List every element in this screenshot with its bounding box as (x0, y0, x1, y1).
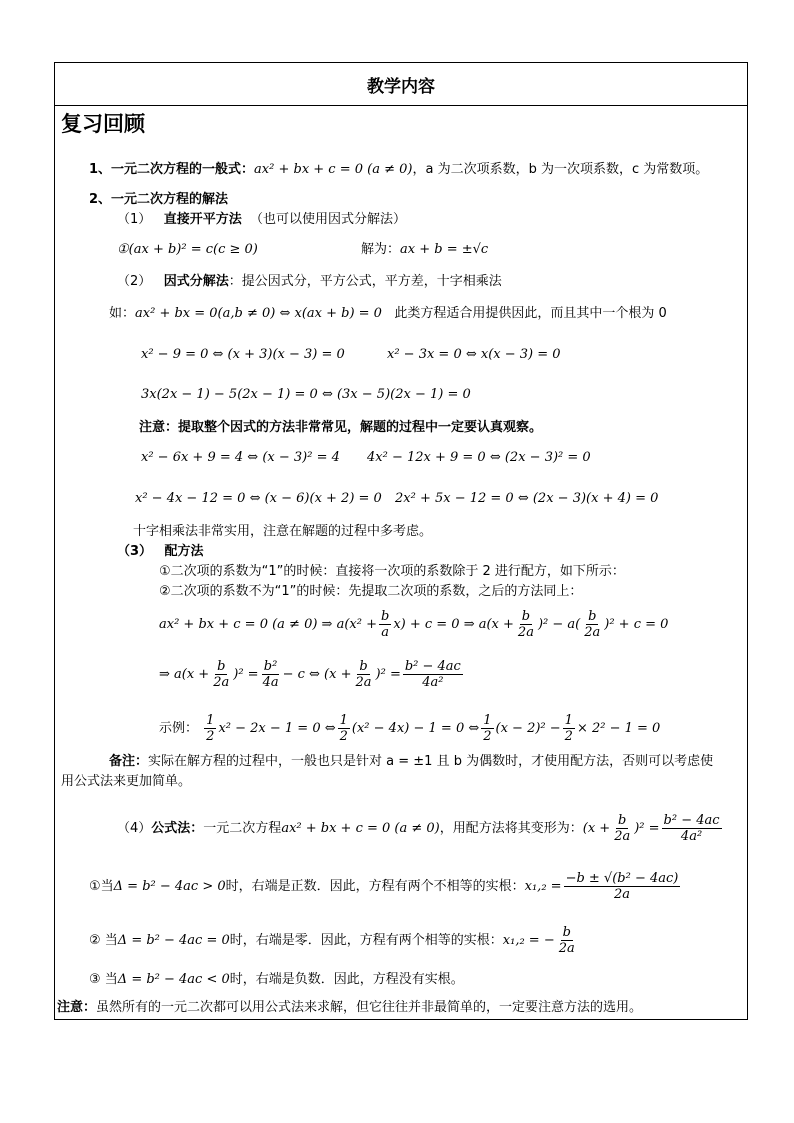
fraction: $\frac{b}{2a}$ (558, 925, 575, 956)
factor-equation-d: x² − 6x + 9 = 4 ⇔ (x − 3)² = 4 (141, 450, 340, 465)
fraction: $\frac{\text{b² − 4ac}}{\text{4a²}}$ (404, 659, 461, 690)
factor-equation-e: 4x² − 12x + 9 = 0 ⇔ (2x − 3)² = 0 (367, 450, 591, 465)
fraction: $\frac{b}{a}$ (380, 609, 390, 640)
section-heading: 复习回顾 (61, 112, 145, 136)
method-1-name: 直接开平方法 (163, 212, 242, 227)
fraction: $\frac{\text{b²}}{4a}$ (262, 659, 279, 690)
method-2-example: 如：ax² + bx = 0(a,b ≠ 0) ⇔ x(ax + b) = 0 此类方程适合用提供因此，而且其中一个根为 0 (109, 306, 667, 321)
method-3-heading: （3） 配方法 (117, 544, 204, 559)
fraction: $\frac{b}{2a}$ (213, 659, 230, 690)
general-form-desc: ，a 为二次项系数，b 为一次项系数，c 为常数项。 (412, 162, 709, 177)
method-4-name: 公式法： (151, 821, 204, 836)
method-1-solution: 解为：ax + b = ±√c (361, 242, 489, 257)
method-2-heading: （2） 因式分解法：提公因式分，平方公式，平方差，十字相乘法 (117, 274, 502, 289)
method-3-case-1: ①二次项的系数为“1”的时候：直接将一次项的系数除于 2 进行配方，如下所示： (159, 564, 625, 579)
fraction: $\frac{b}{2a}$ (355, 659, 372, 690)
remark-line-2: 用公式法来更加简单。 (61, 774, 192, 789)
factor-equation-c: 3x(2x − 1) − 5(2x − 1) = 0 ⇔ (3x − 5)(2x − 1) = 0 (141, 387, 471, 402)
cross-method-note: 十字相乘法非常实用，注意在解题的过程中多考虑。 (133, 524, 433, 539)
factor-equation-a: x² − 9 = 0 ⇔ (x + 3)(x − 3) = 0 (141, 347, 345, 362)
fraction: $\frac{b}{2a}$ (584, 609, 601, 640)
final-note-label: 注意： (57, 1000, 97, 1015)
factor-equation-f: x² − 4x − 12 = 0 ⇔ (x − 6)(x + 2) = 0 (135, 491, 382, 506)
general-form-equation: ax² + bx + c = 0 (a ≠ 0) (254, 162, 413, 177)
factor-equation-b: x² − 3x = 0 ⇔ x(x − 3) = 0 (387, 347, 561, 362)
fraction: $\frac{1}{2}$ (564, 713, 573, 744)
method-3-case-2: ②二次项的系数不为“1”的时候：先提取二次项的系数，之后的方法同上： (159, 584, 583, 599)
fraction: $\frac{b}{2a}$ (517, 609, 534, 640)
fraction: $\frac{\text{−b ± √(b² − 4ac)}}{2a}$ (565, 871, 679, 902)
remark-label: 备注： (109, 754, 149, 769)
factor-note: 注意：提取整个因式的方法非常常见，解题的过程中一定要认真观察。 (139, 420, 543, 435)
fraction: $\frac{1}{2}$ (339, 713, 348, 744)
page-title: 教学内容 (55, 63, 747, 106)
method-4-line: （4）公式法：一元二次方程ax² + bx + c = 0 (a ≠ 0)，用配方法将其变形为：(x + $\frac{b}{2a}$ )² = $\frac{\text{b² − 4ac}}{\text{4a²}}$ (117, 813, 720, 844)
factor-equation-g: 2x² + 5x − 12 = 0 ⇔ (2x − 3)(x + 4) = 0 (395, 491, 659, 506)
fraction: $\frac{\text{b² − 4ac}}{\text{4a²}}$ (663, 813, 720, 844)
general-form-line (89, 161, 708, 179)
remark-line-1: 备注：实际在解方程的过程中，一般也只是针对 a = ±1 且 b 为偶数时，才使用配方法，否则可以考虑使 (109, 754, 714, 769)
content-frame (54, 62, 748, 1020)
method-2-name: 因式分解法 (163, 274, 229, 289)
general-form-label: 1、一元二次方程的一般式： (89, 162, 255, 177)
method-1-heading: （1） 直接开平方法 （也可以使用因式分解法） (117, 212, 406, 227)
discriminant-case-3: ③ 当Δ = b² − 4ac < 0时，右端是负数．因此，方程没有实根。 (89, 972, 464, 987)
completing-square-line-1: ax² + bx + c = 0 (a ≠ 0) ⇒ a(x² + $\frac{b}{a}$ x) + c = 0 ⇒ a(x + $\frac{b}{2a}$ )² − a( $\frac{b}{2a}$ )² + c = 0 (159, 609, 669, 640)
fraction: $\frac{b}{2a}$ (614, 813, 631, 844)
method-3-name: 配方法 (164, 544, 204, 559)
completing-square-line-2: ⇒ a(x + $\frac{b}{2a}$ )² = $\frac{\text{b²}}{4a}$ − c ⇔ (x + $\frac{b}{2a}$ )² = $\frac{\text{b² − 4ac}}{\text{4a²}}$ (159, 659, 461, 690)
fraction: $\frac{1}{2}$ (483, 713, 492, 744)
discriminant-case-1: ①当Δ = b² − 4ac > 0时，右端是正数．因此，方程有两个不相等的实根：x₁,₂ = $\frac{\text{−b ± √(b² − 4ac)}}{2a}$ (89, 871, 679, 902)
fraction: $\frac{1}{2}$ (206, 713, 215, 744)
completing-square-example: 示例： $\frac{1}{2}$ x² − 2x − 1 = 0 ⇔ $\frac{1}{2}$ (x² − 4x) − 1 = 0 ⇔ $\frac{1}{2}$ (x − 2)² − $\frac{1}{2}$ × 2² − 1 = 0 (159, 713, 661, 744)
final-note: 注意：虽然所有的一元二次都可以用公式法来求解，但它往往并非最简单的，一定要注意方法的选用。 (57, 1000, 643, 1015)
method-1-equation: ①(ax + b)² = c(c ≥ 0) (117, 242, 258, 257)
discriminant-case-2: ② 当Δ = b² − 4ac = 0时，右端是零．因此，方程有两个相等的实根：x₁,₂ = − $\frac{b}{2a}$ (89, 925, 575, 956)
solutions-heading: 2、一元二次方程的解法 (89, 192, 229, 207)
